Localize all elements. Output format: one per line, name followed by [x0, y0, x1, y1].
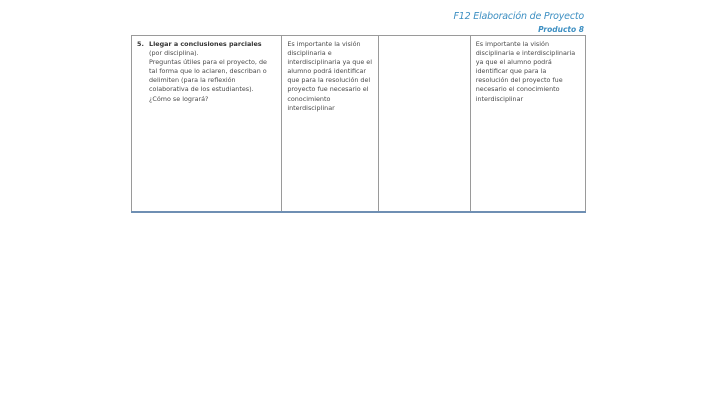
project-table	[131, 35, 586, 213]
column-2-cell	[282, 36, 378, 213]
table-row	[132, 36, 586, 213]
step-cell	[132, 36, 282, 213]
column-2-text: Es importante la visión disciplinaria e interdisciplinaria ya que el alumno podrá identificar que para la resolución del proyecto fue necesario el conocimiento interdisciplinar	[287, 40, 372, 112]
column-4-text: Es importante la visión disciplinaria e interdisciplinaria ya que el alumno podrá identificar que para la resolución del proyecto fue necesario el conocimiento interdisciplinar	[475, 40, 576, 103]
step-number: 5.	[137, 40, 144, 48]
document-title: F12 Elaboración de Proyecto	[453, 11, 584, 22]
document-subtitle: Producto 8	[538, 25, 584, 34]
step-title: Llegar a conclusiones parciales	[149, 40, 262, 48]
document-header	[454, 11, 585, 36]
column-4-cell	[470, 36, 585, 213]
step-description: (por disciplina). Preguntas útiles para el proyecto, de tal forma que lo aclaren, describan o delimiten (para la reflexión colaborativa de los estudiantes). ¿Cómo se logrará?	[149, 49, 267, 103]
column-3-cell	[378, 36, 470, 213]
